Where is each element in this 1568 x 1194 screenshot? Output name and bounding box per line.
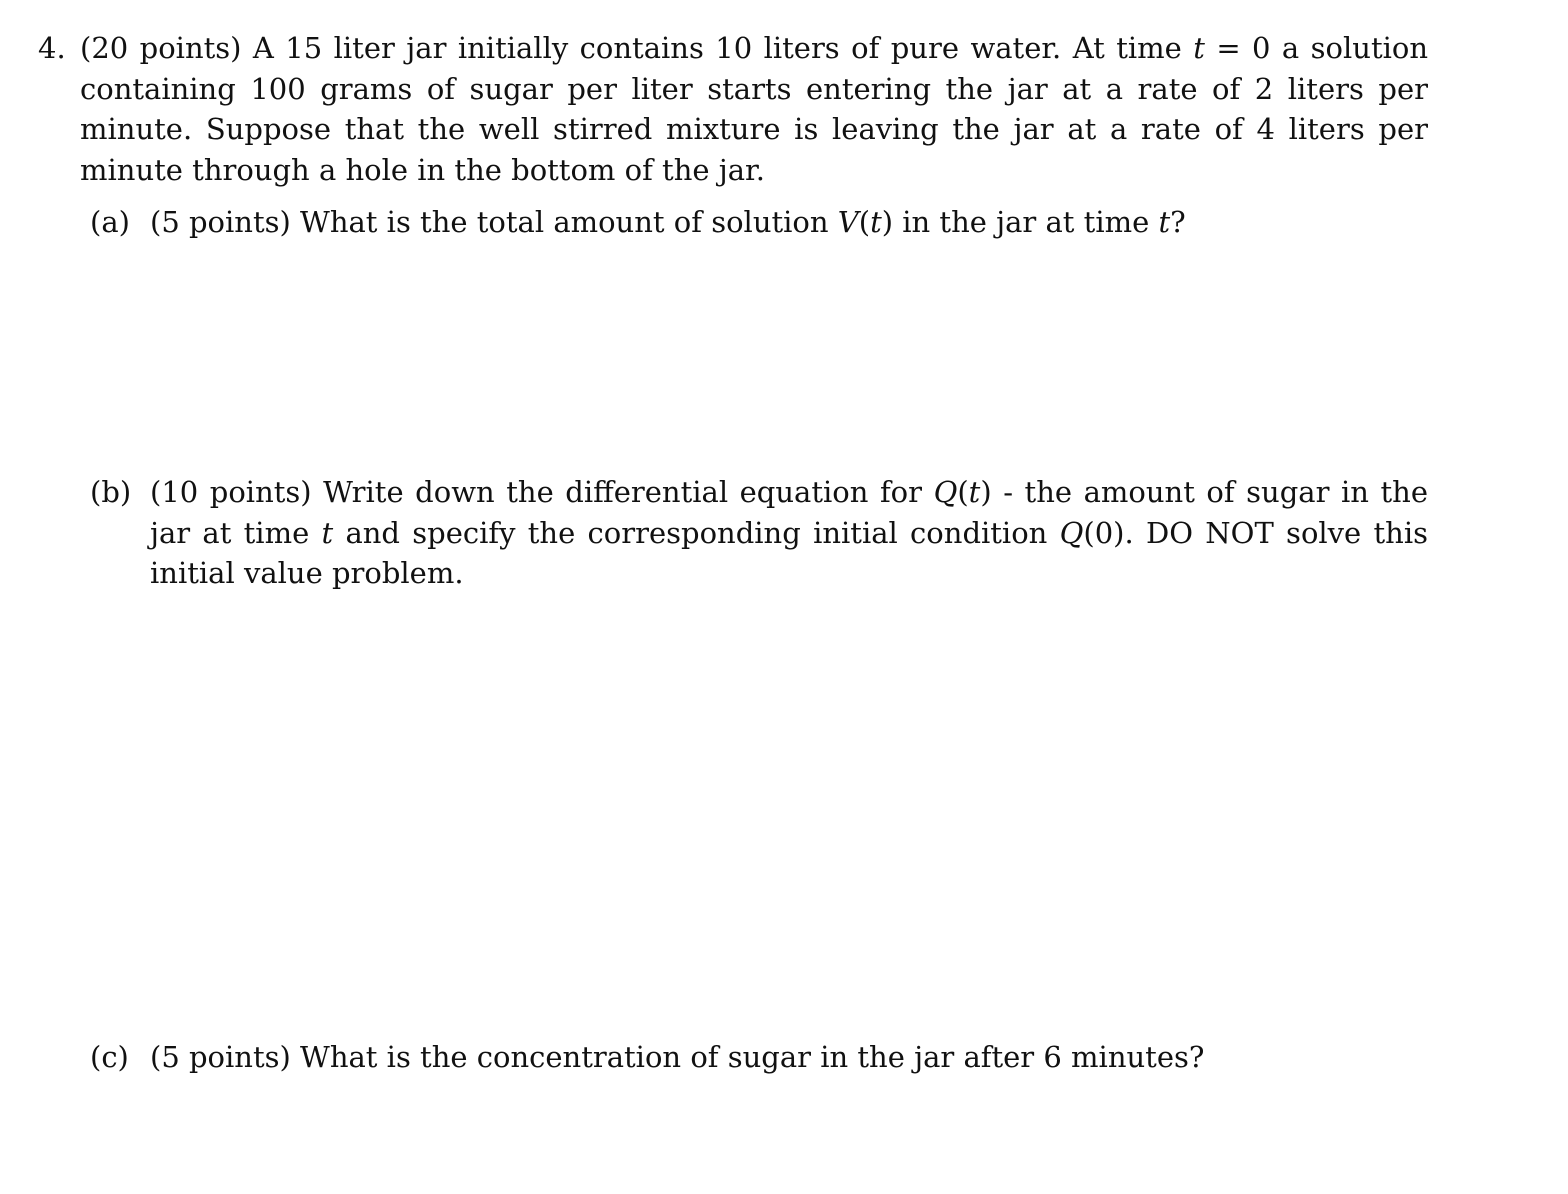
math-t: t <box>1193 31 1205 65</box>
part-b-text-4: . DO NOT solve this initial value problem. <box>150 515 1428 590</box>
problem-statement <box>80 28 1428 190</box>
part-b-text-3: and specify the corresponding initial condition <box>333 515 1060 550</box>
problem-points: (20 points) <box>80 31 242 65</box>
part-a-question <box>150 202 1428 243</box>
math-paren-close: ) <box>881 205 894 239</box>
math-paren-open: ( <box>858 205 871 239</box>
math-t: t <box>968 475 981 509</box>
part-c-label: (c) <box>90 1040 129 1074</box>
part-b-label: (b) <box>90 475 132 509</box>
part-a-text-1: What is the total amount of solution <box>300 205 838 239</box>
math-t: t <box>870 205 882 239</box>
problem-text-1: A 15 liter jar initially contains 10 liters of pure water. At time <box>252 31 1194 65</box>
part-c-question <box>150 1037 1428 1078</box>
math-zero: (0) <box>1083 515 1125 550</box>
part-c-points: (5 points) <box>150 1040 291 1074</box>
part-a-text-2: in the jar at time <box>893 205 1159 239</box>
part-a-label: (a) <box>90 205 130 239</box>
part-a-points: (5 points) <box>150 205 291 239</box>
math-Q: Q <box>933 475 958 509</box>
problem-4 <box>38 28 1428 190</box>
part-a <box>90 202 1428 243</box>
part-b <box>90 472 1428 594</box>
part-b-text-1: Write down the differential equation for <box>323 475 934 509</box>
part-b-points: (10 points) <box>150 475 312 509</box>
math-V: V <box>837 205 859 239</box>
part-c-text-1: What is the concentration of sugar in the jar after 6 minutes? <box>300 1040 1205 1074</box>
math-paren-close: ) <box>980 475 992 509</box>
part-c <box>90 1037 1428 1078</box>
problem-text-2: = 0 a solution containing 100 grams of sugar per liter starts entering the jar at a rate of 2 liters per minute. Suppose that the well stirred mixture is leaving the jar at a rate of 4 liters per minute through a hole in the bottom of the jar. <box>80 31 1429 187</box>
math-t: t <box>321 515 334 550</box>
part-b-question <box>150 472 1428 594</box>
problem-number: 4. <box>38 31 66 65</box>
part-b-text-2: - the amount of sugar in the jar at time <box>150 475 1428 550</box>
math-paren-open: ( <box>957 475 969 509</box>
part-a-text-3: ? <box>1170 205 1186 239</box>
math-Q: Q <box>1059 515 1084 550</box>
math-t: t <box>1158 205 1171 239</box>
